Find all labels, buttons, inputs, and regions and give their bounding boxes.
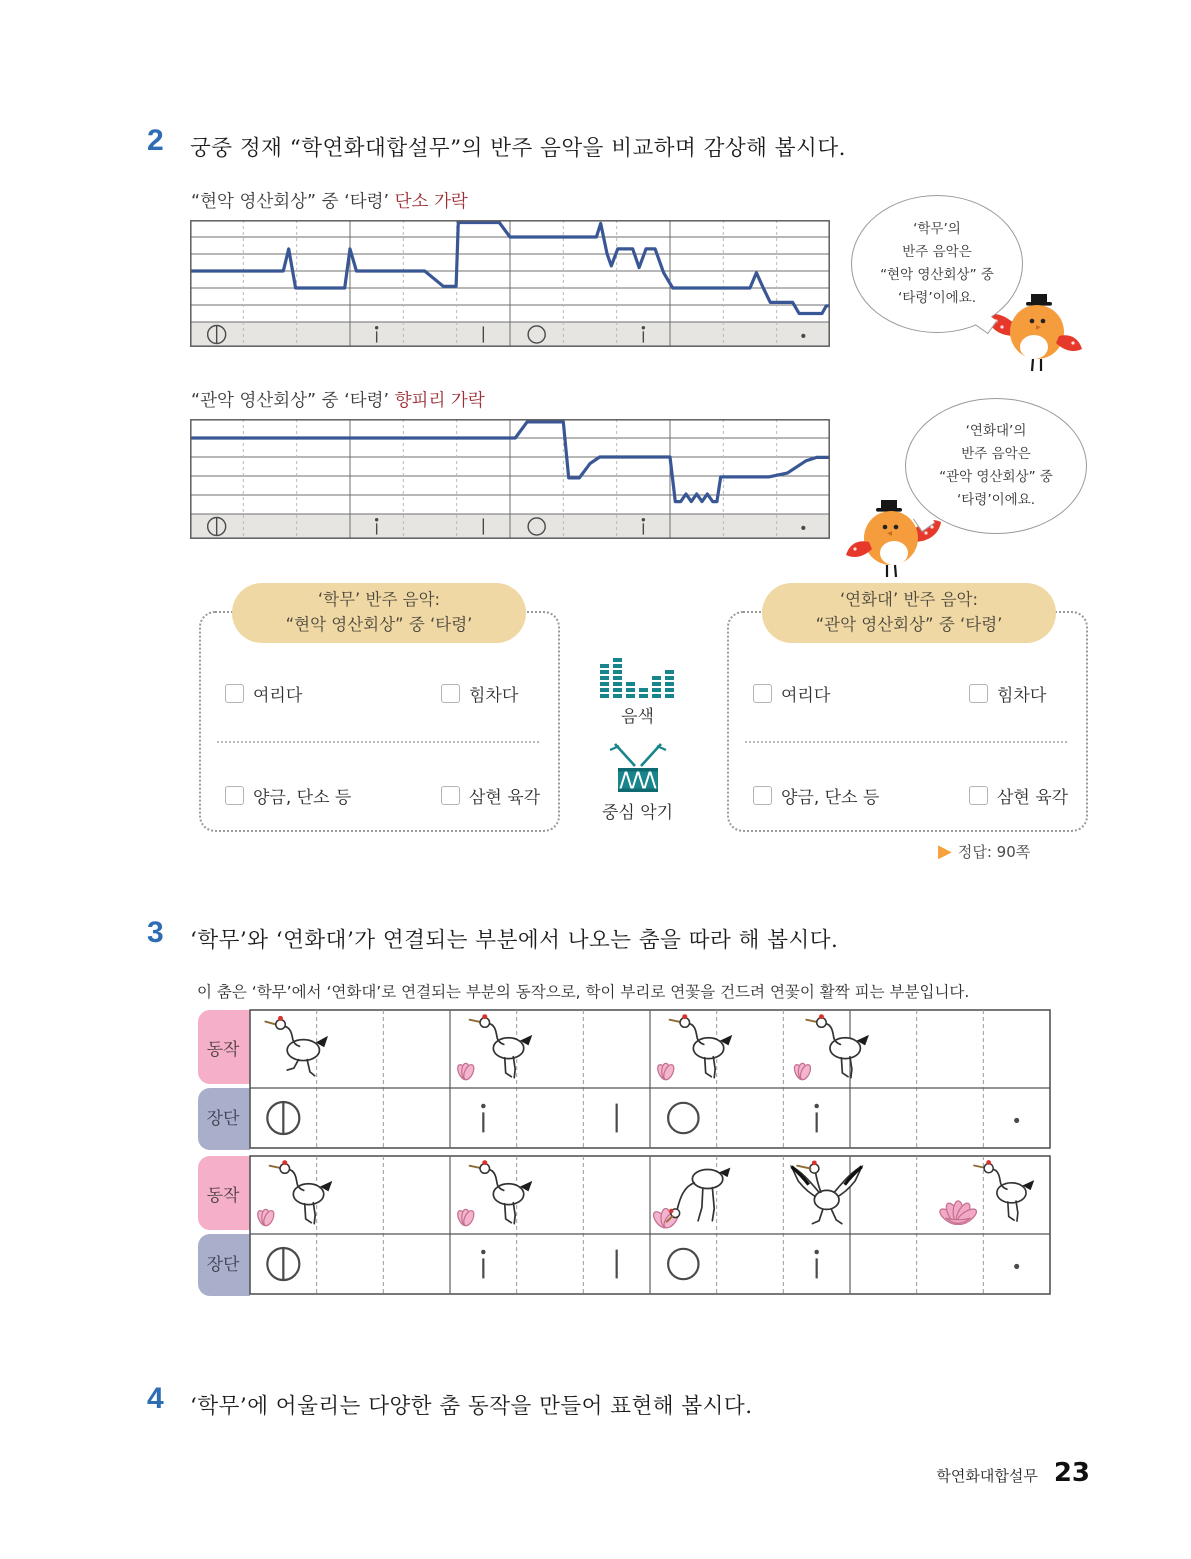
checkbox-yanggeum-danso[interactable] bbox=[225, 786, 244, 805]
dance-notation-table-2 bbox=[196, 1154, 1052, 1300]
bubble-line: 반주 음악은 bbox=[961, 446, 1031, 463]
bubble-line: ‘학무’의 bbox=[913, 221, 961, 238]
chart-1-label-plain: “현악 영산회상” 중 ‘타령’ bbox=[191, 192, 395, 212]
option-yerida bbox=[753, 681, 830, 706]
header-line: “관악 영산회상” 중 ‘타령’ bbox=[815, 615, 1003, 634]
option-label: 양금, 단소 등 bbox=[781, 788, 880, 808]
speech-bubble-hakmu bbox=[851, 195, 1023, 333]
option-label: 삼현 육각 bbox=[997, 788, 1069, 808]
option-label: 삼현 육각 bbox=[469, 788, 541, 808]
section-3-number: 3 bbox=[147, 916, 164, 949]
option-yerida bbox=[225, 681, 302, 706]
answer-text: 정답: 90쪽 bbox=[957, 843, 1031, 861]
header-line: “현악 영산회상” 중 ‘타령’ bbox=[285, 615, 473, 634]
yeonhwadae-options-box bbox=[727, 611, 1088, 832]
footer-chapter-title: 학연화대합설무 bbox=[936, 1467, 1038, 1485]
section-2-title: 궁중 정재 “학연화대합설무”의 반주 음악을 비교하며 감상해 봅시다. bbox=[190, 136, 846, 161]
page-footer bbox=[920, 1458, 1090, 1488]
header-line: ‘학무’ 반주 음악: bbox=[317, 590, 441, 610]
svg-text:장단: 장단 bbox=[206, 1109, 240, 1129]
divider bbox=[217, 741, 539, 743]
option-label: 힘차다 bbox=[469, 686, 519, 706]
chart-1-label bbox=[191, 188, 468, 213]
hakmu-options-box bbox=[199, 611, 560, 832]
svg-text:동작: 동작 bbox=[206, 1040, 240, 1060]
section-4-title: ‘학무’에 어울리는 다양한 춤 동작을 만들어 표현해 봅시다. bbox=[190, 1394, 753, 1419]
bubble-line: ‘타령’이에요. bbox=[956, 491, 1036, 508]
checkbox-samhyeon-yukgak[interactable] bbox=[969, 786, 988, 805]
speech-bubble-yeonhwadae bbox=[905, 398, 1087, 534]
play-arrow-icon: ▶ bbox=[938, 840, 952, 862]
chart-1-label-instrument: 단소 가락 bbox=[394, 192, 468, 212]
dance-notation-table-1 bbox=[196, 1008, 1052, 1154]
section-4-number: 4 bbox=[147, 1382, 164, 1415]
checkbox-yanggeum-danso[interactable] bbox=[753, 786, 772, 805]
option-himchada bbox=[441, 681, 518, 706]
checkbox-himchada[interactable] bbox=[441, 684, 460, 703]
bubble-line: “현악 영산회상” 중 bbox=[880, 267, 994, 283]
option-label: 여리다 bbox=[781, 686, 831, 706]
divider bbox=[745, 741, 1067, 743]
drum-icon bbox=[607, 742, 669, 800]
option-label: 여리다 bbox=[253, 686, 303, 706]
section-3-title: ‘학무’와 ‘연화대’가 연결되는 부분에서 나오는 춤을 따라 해 봅시다. bbox=[190, 928, 839, 953]
chart-2-label-instrument: 향피리 가락 bbox=[394, 391, 485, 411]
main-instrument-label: 중심 악기 bbox=[601, 803, 674, 823]
chart-2-label bbox=[191, 387, 485, 412]
option-yanggeum-danso bbox=[753, 783, 879, 808]
bubble-line: ‘타령’이에요. bbox=[897, 289, 977, 306]
svg-text:장단: 장단 bbox=[206, 1255, 240, 1275]
option-samhyeon-yukgak bbox=[969, 783, 1068, 808]
option-label: 양금, 단소 등 bbox=[253, 788, 352, 808]
equalizer-bars-icon bbox=[600, 648, 680, 704]
melody-contour-chart-hyangpiri bbox=[190, 419, 830, 543]
section-3-description: 이 춤은 ‘학무’에서 ‘연화대’로 연결되는 부분의 동작으로, 학이 부리로 연꽃을 건드려 연꽃이 활짝 피는 부분입니다. bbox=[197, 983, 970, 1001]
option-label: 힘차다 bbox=[997, 686, 1047, 706]
option-samhyeon-yukgak bbox=[441, 783, 540, 808]
melody-contour-chart-danso bbox=[190, 220, 830, 351]
timbre-label: 음색 bbox=[621, 707, 654, 727]
checkbox-yerida[interactable] bbox=[753, 684, 772, 703]
yeonhwadae-box-header bbox=[762, 583, 1056, 643]
page-number: 23 bbox=[1053, 1458, 1090, 1488]
checkbox-himchada[interactable] bbox=[969, 684, 988, 703]
answer-reference bbox=[938, 841, 1030, 862]
bubble-line: ‘연화대’의 bbox=[965, 423, 1027, 440]
option-yanggeum-danso bbox=[225, 783, 351, 808]
checkbox-samhyeon-yukgak[interactable] bbox=[441, 786, 460, 805]
header-line: ‘연화대’ 반주 음악: bbox=[839, 590, 979, 610]
hakmu-box-header bbox=[232, 583, 526, 643]
option-himchada bbox=[969, 681, 1046, 706]
bubble-line: “관악 영산회상” 중 bbox=[939, 469, 1053, 485]
svg-text:동작: 동작 bbox=[206, 1186, 240, 1206]
bubble-line: 반주 음악은 bbox=[902, 244, 972, 261]
section-2-number: 2 bbox=[147, 124, 164, 157]
chart-2-label-plain: “관악 영산회상” 중 ‘타령’ bbox=[191, 391, 395, 411]
checkbox-yerida[interactable] bbox=[225, 684, 244, 703]
